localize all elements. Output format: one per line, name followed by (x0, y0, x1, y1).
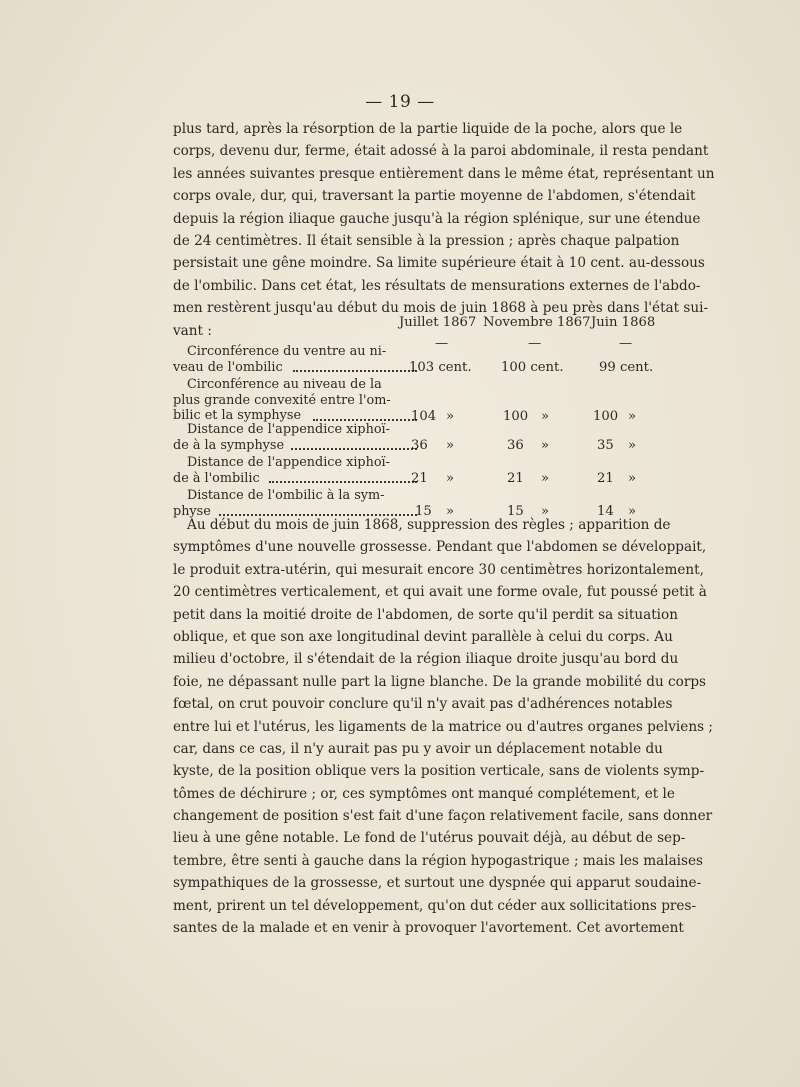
ditto-mark: » (446, 409, 455, 424)
cell-value: 100 (503, 409, 529, 424)
text-line: ment, prirent un tel développement, qu'on dut céder aux sollicitations pres- (173, 897, 697, 914)
ditto-mark: » (628, 504, 637, 519)
text-line: fœtal, on crut pouvoir conclure qu'il n'y avait pas d'adhérences notables (173, 696, 673, 713)
text-line: entre lui et l'utérus, les ligaments de la matrice ou d'autres organes pelviens ; (173, 718, 713, 735)
column-dash: — (619, 336, 633, 351)
text-line: tômes de déchirure ; or, ces symptômes ont manqué complétement, et le (173, 785, 675, 802)
cell-value: 104 (411, 409, 437, 424)
column-header-juillet-1867: Juillet 1867 (399, 315, 477, 330)
row-label: Circonférence du ventre au ni- (187, 344, 387, 359)
cell-value: 15 (415, 504, 432, 519)
text-line: santes de la malade et en venir à provoquer l'avortement. Cet avortement (173, 920, 684, 937)
row-label: Distance de l'appendice xiphoï- (187, 455, 390, 470)
ditto-mark: » (628, 438, 637, 453)
text-line: changement de position s'est fait d'une façon relativement facile, sans donner (173, 808, 713, 825)
table-row (173, 377, 653, 424)
text-line: men restèrent jusqu'au début du mois de juin 1868 à peu près dans l'état sui- (173, 300, 709, 317)
table-row (173, 344, 653, 375)
text-line: milieu d'octobre, il s'étendait de la région iliaque droite jusqu'au bord du (173, 651, 679, 668)
cell-value: 103 cent. (409, 360, 472, 375)
text-line: 20 centimètres verticalement, et qui avait une forme ovale, fut poussé petit à (173, 584, 707, 601)
text-line: oblique, et que son axe longitudinal devint parallèle à celui du corps. Au (173, 628, 673, 645)
text-line: corps ovale, dur, qui, traversant la partie moyenne de l'abdomen, s'étendait (173, 188, 696, 205)
cell-value: 14 (597, 504, 614, 519)
ditto-mark: » (541, 409, 550, 424)
column-header-juin-1868: Juin 1868 (591, 315, 656, 330)
ditto-mark: » (446, 504, 455, 519)
text-line: tembre, être senti à gauche dans la région hypogastrique ; mais les malaises (173, 852, 704, 869)
text-line: plus tard, après la résorption de la partie liquide de la poche, alors que le (173, 121, 683, 137)
cell-value: 100 cent. (501, 360, 564, 375)
ditto-mark: » (628, 471, 637, 486)
cell-value: 99 cent. (599, 360, 654, 375)
row-label: plus grande convexité entre l'om- (173, 392, 391, 408)
text-line: petit dans la moitié droite de l'abdomen, de sorte qu'il perdit sa situation (173, 606, 678, 623)
text-line: kyste, de la position oblique vers la position verticale, sans de violents symp- (173, 763, 705, 780)
text-line: Au début du mois de juin 1868, suppression des règles ; apparition de (187, 517, 671, 533)
row-label: physe (173, 504, 653, 520)
text-line: de l'ombilic. Dans cet état, les résultats de mensurations externes de l'abdo- (173, 277, 701, 294)
cell-value: 35 (597, 438, 614, 453)
ditto-mark: » (541, 438, 550, 453)
cell-value: 21 (507, 471, 524, 486)
table-row (173, 455, 653, 486)
text-line: persistait une gêne moindre. Sa limite supérieure était à 10 cent. au-dessous (173, 255, 705, 272)
text-line: symptômes d'une nouvelle grossesse. Pendant que l'abdomen se développait, (173, 539, 707, 556)
cell-value: 36 (507, 438, 524, 453)
text-line: vant : (173, 322, 212, 339)
text-line: corps, devenu dur, ferme, était adossé à la paroi abdominale, il resta pendant (173, 143, 709, 160)
row-label: de à l'ombilic (173, 471, 653, 487)
text-line: car, dans ce cas, il n'y aurait pas pu y avoir un déplacement notable du (173, 740, 663, 757)
text-line: de 24 centimètres. Il était sensible à la pression ; après chaque palpation (173, 232, 680, 249)
text-line: le produit extra-utérin, qui mesurait encore 30 centimètres horizontalement, (173, 561, 704, 578)
cell-value: 36 (411, 438, 428, 453)
cell-value: 15 (507, 504, 524, 519)
row-label: veau de l'ombilic (173, 360, 653, 376)
table-row (173, 422, 653, 453)
text-line: depuis la région iliaque gauche jusqu'à la région splénique, sur une étendue (173, 210, 701, 227)
row-label: Circonférence au niveau de la (187, 377, 382, 392)
row-label: de à la symphyse (173, 438, 653, 454)
ditto-mark: » (628, 409, 637, 424)
column-dash: — (435, 336, 449, 351)
ditto-mark: » (541, 504, 550, 519)
paragraph-1 (173, 118, 715, 342)
column-dash: — (528, 336, 542, 351)
ditto-mark: » (446, 438, 455, 453)
ditto-mark: » (541, 471, 550, 486)
page-number: — 19 — (365, 92, 435, 112)
paragraph-2 (173, 514, 713, 939)
text-line: sympathiques de la grossesse, et surtout une dyspnée qui apparut soudaine- (173, 875, 702, 892)
row-label: bilic et la symphyse (173, 408, 653, 424)
text-line: lieu à une gêne notable. Le fond de l'utérus pouvait déjà, au début de sep- (173, 830, 686, 847)
row-label: Distance de l'ombilic à la sym- (187, 488, 385, 503)
column-header-novembre-1867: Novembre 1867 (483, 315, 591, 330)
row-label: Distance de l'appendice xiphoï- (187, 422, 390, 437)
ditto-mark: » (446, 471, 455, 486)
text-line: foie, ne dépassant nulle part la ligne blanche. De la grande mobilité du corps (173, 673, 706, 690)
text-line: les années suivantes presque entièrement dans le même état, représentant un (173, 165, 715, 182)
cell-value: 21 (597, 471, 614, 486)
cell-value: 100 (593, 409, 619, 424)
cell-value: 21 (411, 471, 428, 486)
